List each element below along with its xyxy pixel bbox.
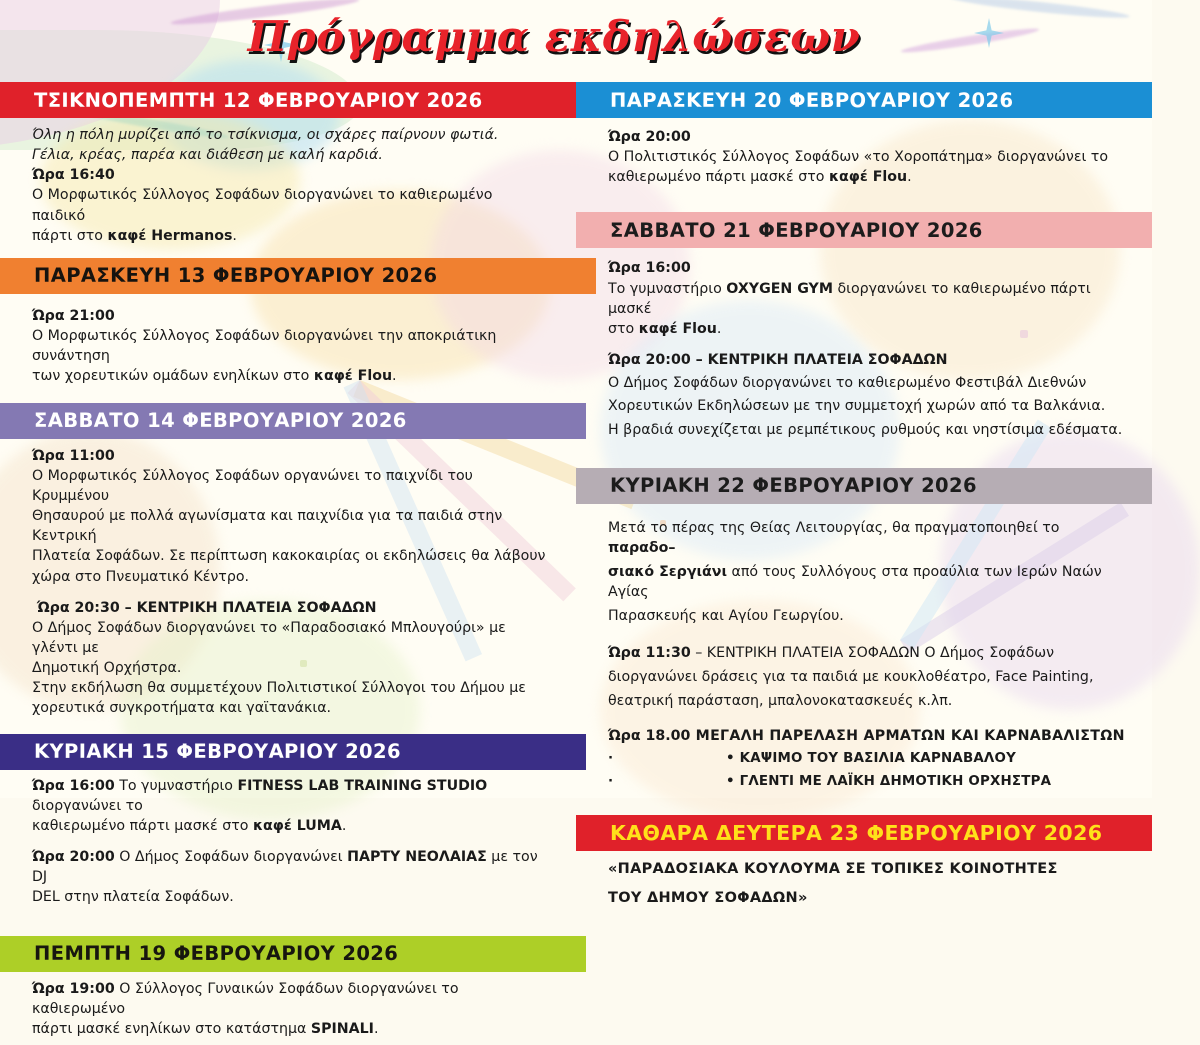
text-run: των χορευτικών ομάδων ενηλίκων στο	[32, 368, 314, 385]
event-description-line: Ο Δήμος Σοφάδων διοργανώνει το «Παραδοσιακό Μπλουγούρι» με γλέντι με	[32, 619, 506, 656]
event-description-line	[32, 366, 550, 386]
day-block-paraskevi-20	[576, 82, 1152, 193]
day-header-kathara-deftera-23: ΚΑΘΑΡΑ ΔΕΥΤΕΡΑ 23 ΦΕΒΡΟΥΑΡΙΟΥ 2026	[576, 815, 1152, 851]
day-body-kyriaki-22	[576, 504, 1152, 797]
event-description-line	[608, 726, 1126, 746]
text-run: .	[907, 169, 912, 186]
day-block-kathara-deftera-23	[576, 815, 1152, 914]
text-run: Μετά το πέρας της Θείας Λειτουργίας, θα πραγματοποιηθεί το	[608, 519, 1060, 536]
text-run: Ο Δήμος Σοφάδων	[919, 644, 1055, 661]
event-description-line: «ΠΑΡΑΔΟΣΙΑΚΑ ΚΟΥΛΟΥΜΑ ΣΕ ΤΟΠΙΚΕΣ ΚΟΙΝΟΤΗΤΕΣ	[608, 861, 1058, 878]
event-description-line	[608, 562, 1126, 602]
text-run: με τον DJ	[32, 849, 538, 886]
event-description-line: Ο Δήμος Σοφάδων διοργανώνει το καθιερωμένο Φεστιβάλ Διεθνών	[608, 375, 1087, 392]
event-description-line: Ο Μορφωτικός Σύλλογος Σοφάδων οργανώνει το παιχνίδι του Κρυμμένου	[32, 467, 473, 504]
event-description-line	[32, 979, 550, 1019]
day-block-paraskevi-13	[0, 258, 576, 393]
day-body-savvato-14	[0, 439, 576, 725]
day-body-kathara-deftera-23	[576, 851, 1152, 914]
venue-name: καφέ Flou	[638, 320, 717, 337]
event-description-line: Πλατεία Σοφάδων. Σε περίπτωση κακοκαιρίας οι εκδηλώσεις θα λάβουν	[32, 548, 546, 565]
event-description-line	[32, 776, 550, 816]
event-description-line	[32, 1019, 550, 1039]
right-column	[576, 0, 1152, 906]
day-body-savvato-21	[576, 248, 1152, 445]
page-title: Πρόγραμμα εκδηλώσεων	[247, 12, 861, 61]
day-header-savvato-14: ΣΑΒΒΑΤΟ 14 ΦΕΒΡΟΥΑΡΙΟΥ 2026	[0, 403, 586, 439]
list-item	[608, 749, 1126, 768]
event-description-line	[32, 226, 550, 246]
event-time-secondary: Ώρα 11:30	[608, 644, 691, 661]
text-run: διοργανώνει το καθιερωμένο πάρτι μασκέ	[608, 280, 1091, 317]
venue-name: καφέ Hermanos	[107, 227, 233, 244]
spacer	[32, 836, 550, 847]
event-time-secondary: Ώρα 20:30 – ΚΕΝΤΡΙΚΗ ΠΛΑΤΕΙΑ ΣΟΦΑΔΩΝ	[37, 599, 377, 616]
event-description-line: χορευτικά συγκροτήματα και γαϊτανάκια.	[32, 700, 332, 717]
day-body-paraskevi-13	[0, 294, 576, 393]
day-body-kyriaki-15	[0, 770, 576, 914]
event-name: ΠΑΡΤΥ ΝΕΟΛΑΙΑΣ	[347, 849, 487, 866]
day-header-savvato-21: ΣΑΒΒΑΤΟ 21 ΦΕΒΡΟΥΑΡΙΟΥ 2026	[576, 212, 1152, 248]
day-header-paraskevi-20: ΠΑΡΑΣΚΕΥΗ 20 ΦΕΒΡΟΥΑΡΙΟΥ 2026	[576, 82, 1152, 118]
bullet-text: • ΓΛΕΝΤΙ ΜΕ ΛΑΪΚΗ ΔΗΜΟΤΙΚΗ ΟΡΧΗΣΤΡΑ	[726, 774, 1052, 790]
event-description-line	[608, 167, 1126, 187]
event-time: Ώρα 16:00	[608, 260, 691, 277]
venue-name: SPINALI	[310, 1020, 374, 1037]
event-description-line: χώρα στο Πνευματικό Κέντρο.	[32, 568, 250, 585]
day-body-pempti-19	[0, 972, 576, 1045]
spacer	[32, 587, 550, 598]
day-header-paraskevi-13: ΠΑΡΑΣΚΕΥΗ 13 ΦΕΒΡΟΥΑΡΙΟΥ 2026	[0, 258, 596, 294]
spacer	[608, 339, 1126, 350]
event-time-secondary: Ώρα 20:00 – ΚΕΝΤΡΙΚΗ ΠΛΑΤΕΙΑ ΣΟΦΑΔΩΝ	[608, 352, 948, 369]
event-description-line: Η βραδιά συνεχίζεται με ρεμπέτικους ρυθμούς και νηστίσιμα εδέσματα.	[608, 421, 1123, 438]
parade-bullet-list	[608, 749, 1126, 791]
event-time: Ώρα 16:40	[32, 167, 115, 184]
highlight-text: παραδο–	[608, 539, 676, 556]
venue-name: καφέ Flou	[313, 368, 393, 385]
text-run: .	[716, 320, 722, 337]
left-dot: ·	[608, 774, 614, 790]
day-block-savvato-21	[576, 212, 1152, 445]
day-header-pempti-19: ΠΕΜΠΤΗ 19 ΦΕΒΡΟΥΑΡΙΟΥ 2026	[0, 936, 586, 972]
day-header-kyriaki-15: ΚΥΡΙΑΚΗ 15 ΦΕΒΡΟΥΑΡΙΟΥ 2026	[0, 734, 586, 770]
event-description-line	[608, 643, 1126, 663]
event-description-line: Δημοτική Ορχήστρα.	[32, 660, 182, 677]
event-description-line: θεατρική παράσταση, μπαλονοκατασκευές κ.λπ.	[608, 692, 953, 709]
event-description-line: ΤΟΥ ΔΗΜΟΥ ΣΟΦΑΔΩΝ»	[608, 889, 808, 906]
organizer-name: OXYGEN GYM	[726, 280, 833, 297]
event-time: Ώρα 19:00	[32, 980, 115, 997]
event-description-line	[32, 847, 550, 887]
text-run: .	[341, 817, 347, 834]
day-block-savvato-14	[0, 403, 576, 725]
text-run: πάρτι στο	[32, 227, 108, 244]
event-time-tertiary: Ώρα 18.00	[608, 727, 691, 744]
day-body-tsiknopempti-12	[0, 118, 576, 252]
text-run: Το γυμναστήριο	[114, 777, 238, 794]
event-description-line	[608, 518, 1126, 558]
list-item	[608, 772, 1126, 791]
intro-line: Όλη η πόλη μυρίζει από το τσίκνισμα, οι σχάρες παίρνουν φωτιά.	[32, 127, 499, 143]
day-block-kyriaki-15	[0, 734, 576, 914]
event-description-line: DEL στην πλατεία Σοφάδων.	[32, 889, 234, 906]
event-description-line: Ο Μορφωτικός Σύλλογος Σοφάδων διοργανώνει το καθιερωμένο παιδικό	[32, 187, 493, 224]
day-body-paraskevi-20	[576, 118, 1152, 193]
event-time: Ώρα 21:00	[32, 307, 115, 324]
text-run: .	[373, 1020, 379, 1037]
day-block-kyriaki-22	[576, 468, 1152, 797]
spacer	[608, 627, 1126, 643]
text-run: διοργανώνει το	[32, 797, 143, 814]
text-run: στο	[608, 320, 639, 337]
spacer	[608, 711, 1126, 726]
intro-line: Γέλια, κρέας, παρέα και διάθεση με καλή καρδιά.	[32, 147, 383, 164]
text-run: .	[232, 227, 237, 244]
location-label: – ΚΕΝΤΡΙΚΗ ΠΛΑΤΕΙΑ ΣΟΦΑΔΩΝ	[690, 644, 920, 661]
day-block-pempti-19	[0, 936, 576, 1045]
event-description-line: Παρασκευής και Αγίου Γεωργίου.	[608, 608, 844, 625]
left-dot: ·	[608, 751, 614, 767]
text-run: .	[392, 368, 397, 385]
event-time-secondary: Ώρα 20:00	[32, 849, 115, 866]
parade-title: ΜΕΓΑΛΗ ΠΑΡΕΛΑΣΗ ΑΡΜΑΤΩΝ ΚΑΙ ΚΑΡΝΑΒΑΛΙΣΤΩΝ	[690, 727, 1125, 744]
day-block-tsiknopempti-12	[0, 82, 576, 252]
text-run: Το γυμναστήριο	[608, 280, 727, 297]
event-time: Ώρα 11:00	[32, 447, 115, 464]
event-description-line: Χορευτικών Εκδηλώσεων με την συμμετοχή χωρών από τα Βαλκάνια.	[608, 398, 1106, 415]
text-run: καθιερωμένο πάρτι μασκέ στο	[32, 817, 253, 834]
text-run: από τους Συλλόγους στα προαύλια των Ιερών Ναών Αγίας	[608, 564, 1102, 601]
venue-name: καφέ Flou	[828, 169, 908, 186]
highlight-text: σιακό Σεργιάνι	[608, 564, 727, 581]
organizer-name: FITNESS LAB TRAINING STUDIO	[237, 777, 488, 794]
event-description-line: Ο Μορφωτικός Σύλλογος Σοφάδων διοργανώνει την αποκριάτικη συνάντηση	[32, 328, 497, 365]
event-description-line: Ο Πολιτιστικός Σύλλογος Σοφάδων «το Χοροπάτημα» διοργανώνει το	[608, 149, 1109, 166]
text-run: Ο Δήμος Σοφάδων διοργανώνει	[114, 849, 348, 866]
event-description-line	[608, 319, 1126, 339]
event-time: Ώρα 20:00	[608, 129, 691, 145]
day-header-tsiknopempti-12: ΤΣΙΚΝΟΠΕΜΠΤΗ 12 ΦΕΒΡΟΥΑΡΙΟΥ 2026	[0, 82, 578, 118]
left-column	[0, 0, 576, 1037]
event-description-line: διοργανώνει δράσεις για τα παιδιά με κουκλοθέατρο, Face Painting,	[608, 668, 1094, 685]
text-run: καθιερωμένο πάρτι μασκέ στο	[608, 169, 829, 186]
text-run: πάρτι μασκέ ενηλίκων στο κατάστημα	[32, 1020, 311, 1037]
event-time: Ώρα 16:00	[32, 777, 115, 794]
event-description-line: Στην εκδήλωση θα συμμετέχουν Πολιτιστικοί Σύλλογοι του Δήμου με	[32, 680, 526, 697]
bullet-text: • ΚΑΨΙΜΟ ΤΟΥ ΒΑΣΙΛΙΑ ΚΑΡΝΑΒΑΛΟΥ	[726, 751, 1016, 767]
event-description-line	[32, 816, 550, 836]
event-description-line: Θησαυρού με πολλά αγωνίσματα και παιχνίδια για τα παιδιά στην Κεντρική	[32, 508, 503, 545]
text-run: Ο Σύλλογος Γυναικών Σοφάδων διοργανώνει το καθιερωμένο	[32, 980, 459, 1017]
event-description-line	[608, 279, 1126, 319]
venue-name: καφέ LUMA	[252, 817, 342, 834]
day-header-kyriaki-22: ΚΥΡΙΑΚΗ 22 ΦΕΒΡΟΥΑΡΙΟΥ 2026	[576, 468, 1152, 504]
